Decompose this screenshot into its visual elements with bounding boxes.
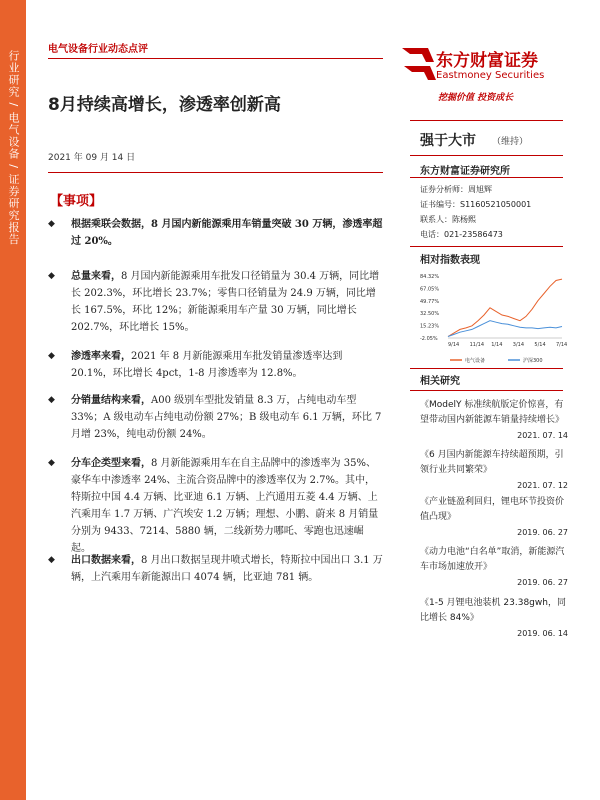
x-tick-label: 9/14 bbox=[448, 342, 460, 348]
diamond-bullet-icon: ◆ bbox=[48, 395, 55, 405]
sidebar-category-text: 行业研究 / 电气设备 / 证券研究报告 bbox=[7, 50, 20, 246]
item-body: 8 月出口数据呈现井喷式增长，特斯拉中国出口 3.1 万辆，上汽乘用车新能源出口 4074 辆，比亚迪 781 辆。 bbox=[71, 555, 383, 583]
item-body: 2021 年 8 月新能源乘用车批发销量渗透率达到 20.1%，环比增长 4pct，1-8 月渗透率为 12.8%。 bbox=[71, 351, 343, 379]
related-report-link[interactable]: 《动力电池“白名单”取消，新能源汽车市场加速放开》 bbox=[420, 547, 565, 572]
item-body: 8 月新能源乘用车在自主品牌中的渗透率为 35%、豪华车中渗透率 24%、主流合资品牌中的渗透率仅为 2.7%。其中，特斯拉中国 4.4 万辆、比亚迪 6.1 万辆、上汽通用五菱 4.4 万辆、上汽乘用车 1.7 万辆、广汽埃安 1.2 万辆；理想、小鹏、蔚来 8 月销量分别为 9433、7214、5880 辆，二线新势力哪吒、零跑也迅速崛起。 bbox=[71, 458, 379, 554]
item-lead: 总量来看， bbox=[71, 271, 121, 282]
legend-label: 沪深300 bbox=[523, 358, 543, 364]
brand-slogan: 挖掘价值 投资成长 bbox=[438, 93, 514, 103]
item-text bbox=[71, 216, 383, 250]
contact-line: 证券分析师：周旭辉 bbox=[420, 185, 492, 194]
list-item bbox=[48, 455, 383, 557]
x-tick-label: 5/14 bbox=[534, 342, 546, 348]
index-chart-title: 相对指数表现 bbox=[420, 255, 480, 266]
item-text bbox=[71, 348, 383, 382]
divider bbox=[410, 155, 563, 156]
x-tick-label: 3/14 bbox=[512, 342, 525, 348]
sidebar-band bbox=[0, 0, 26, 800]
related-report-date: 2021. 07. 12 bbox=[517, 481, 568, 490]
diamond-bullet-icon: ◆ bbox=[48, 555, 55, 565]
related-title: 相关研究 bbox=[420, 376, 460, 387]
institute-name: 东方财富证券研究所 bbox=[420, 166, 510, 177]
rating-sub: （维持） bbox=[492, 137, 529, 147]
rating-label: 强于大市 bbox=[420, 133, 476, 149]
diamond-bullet-icon: ◆ bbox=[48, 271, 55, 281]
brand-name-cn: 东方财富证券 bbox=[436, 51, 538, 71]
x-tick-label: 1/14 bbox=[491, 342, 503, 348]
related-report-date: 2019. 06. 14 bbox=[517, 629, 568, 638]
x-tick-label: 7/14 bbox=[556, 342, 568, 348]
y-tick-label: 67.05% bbox=[420, 286, 440, 293]
y-tick-label: 15.23% bbox=[420, 323, 440, 330]
item-body: A00 级别车型批发销量 8.3 万，占纯电动车型 33%；A 级电动车占纯电动份额 27%；B 级电动车 6.1 万辆，环比 7 月增 23%，纯电动份额 24%。 bbox=[71, 395, 382, 440]
related-report-link[interactable]: 《6 月国内新能源车持续超预期，引领行业共同繁荣》 bbox=[420, 450, 564, 475]
divider bbox=[410, 368, 563, 369]
item-lead: 根据乘联会数据，8 月国内新能源乘用车销量突破 30 万辆，渗透率超过 20%。 bbox=[71, 219, 383, 247]
item-lead: 分销量结构来看， bbox=[71, 395, 151, 406]
report-type: 电气设备行业动态点评 bbox=[48, 44, 148, 55]
divider bbox=[48, 172, 383, 173]
y-tick-label: -2.05% bbox=[420, 336, 438, 342]
brand-name-en: Eastmoney Securities bbox=[436, 70, 545, 81]
related-report-date: 2021. 07. 14 bbox=[517, 431, 568, 440]
list-item bbox=[48, 268, 383, 336]
divider bbox=[410, 177, 563, 178]
diamond-bullet-icon: ◆ bbox=[48, 458, 55, 468]
contact-line: 电话：021-23586473 bbox=[420, 230, 503, 239]
item-lead: 分车企类型来看， bbox=[71, 458, 151, 469]
divider bbox=[410, 120, 563, 121]
divider bbox=[48, 58, 383, 59]
list-item bbox=[48, 552, 383, 586]
item-text bbox=[71, 268, 383, 336]
item-lead: 出口数据来看， bbox=[71, 555, 141, 566]
related-report-date: 2019. 06. 27 bbox=[517, 528, 568, 537]
y-tick-label: 49.77% bbox=[420, 298, 440, 305]
item-lead: 渗透率来看， bbox=[71, 351, 131, 362]
list-item bbox=[48, 348, 383, 382]
diamond-bullet-icon: ◆ bbox=[48, 351, 55, 361]
related-report-link[interactable]: 《ModelY 标准续航版定价惊喜，有望带动国内新能源车销量持续增长》 bbox=[420, 400, 565, 425]
y-tick-label: 32.50% bbox=[420, 311, 440, 318]
item-text bbox=[71, 455, 383, 557]
diamond-bullet-icon: ◆ bbox=[48, 219, 55, 229]
item-body: 8 月国内新能源乘用车批发口径销量为 30.4 万辆，同比增长 202.3%，环比增长 23.7%；零售口径销量为 24.9 万辆，同比增长 167.5%，环比 12%；新能源乘用车产量 30 万辆，同比增长 202.7%，环比增长 15%。 bbox=[71, 271, 380, 333]
list-item bbox=[48, 216, 383, 250]
item-text bbox=[71, 392, 383, 443]
related-report-link[interactable]: 《产业链盈利回归，锂电环节投资价值凸现》 bbox=[420, 497, 565, 522]
report-date: 2021 年 09 月 14 日 bbox=[48, 153, 136, 163]
page-title: 8月持续高增长，渗透率创新高 bbox=[48, 95, 281, 115]
divider bbox=[410, 246, 563, 247]
contact-line: 联系人：陈杨熙 bbox=[420, 215, 476, 224]
section-title: 【事项】 bbox=[50, 194, 103, 209]
y-tick-label: 84.32% bbox=[420, 274, 440, 280]
relative-index-chart bbox=[420, 268, 568, 368]
x-tick-label: 11/14 bbox=[469, 342, 485, 348]
list-item bbox=[48, 392, 383, 443]
related-report-link[interactable]: 《1-5 月锂电池装机 23.38gwh，同比增长 84%》 bbox=[420, 598, 566, 623]
divider bbox=[410, 390, 563, 391]
item-text bbox=[71, 552, 383, 586]
related-report-date: 2019. 06. 27 bbox=[517, 578, 568, 587]
contact-line: 证书编号：S1160521050001 bbox=[420, 200, 532, 209]
legend-label: 电气设备 bbox=[465, 358, 486, 364]
